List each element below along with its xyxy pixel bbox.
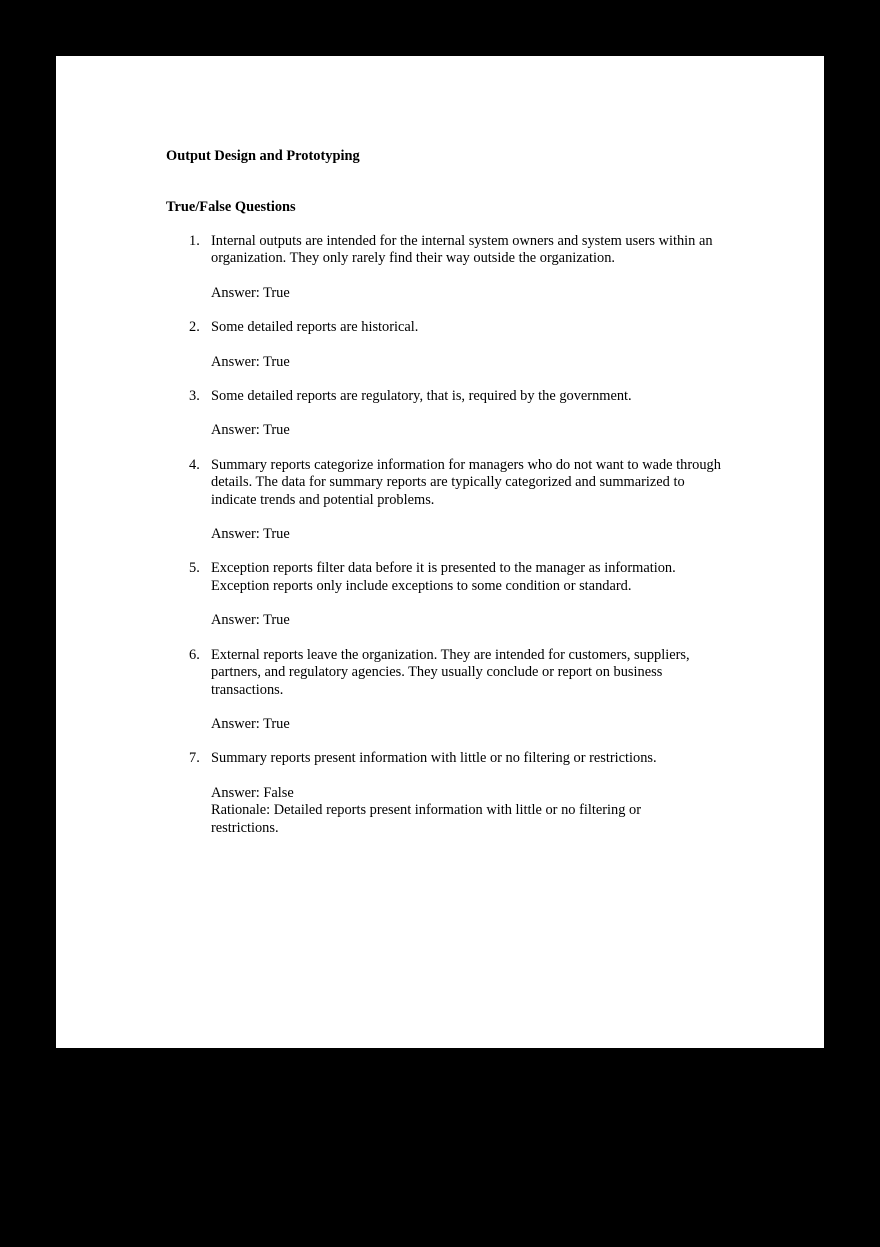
question-item-7 (166, 750, 726, 837)
question-number: 7. (189, 750, 200, 767)
question-item-1 (166, 233, 726, 302)
question-number: 3. (189, 388, 200, 405)
document-page (56, 56, 824, 1048)
question-item-3 (166, 388, 726, 440)
question-number: 4. (189, 456, 200, 473)
question-text: Summary reports present information with little or no filtering or restrictions. (211, 750, 657, 767)
question-answer: Answer: True (211, 715, 290, 732)
section-title: True/False Questions (166, 199, 296, 215)
question-answer: Answer: False (211, 784, 294, 801)
question-list (166, 233, 726, 837)
question-number: 5. (189, 560, 200, 577)
question-answer: Answer: True (211, 612, 290, 629)
question-text: Internal outputs are intended for the internal system owners and system users within an organization. They only rarely find their way outside the organization. (211, 233, 713, 267)
question-item-4 (166, 457, 726, 544)
question-answer: Answer: True (211, 284, 290, 301)
question-text: External reports leave the organization. They are intended for customers, suppliers, partners, and regulatory agencies. They usually conclude or report on business transactions. (211, 646, 690, 698)
question-number: 2. (189, 319, 200, 336)
question-text: Some detailed reports are historical. (211, 319, 419, 336)
question-number: 6. (189, 646, 200, 663)
question-text: Exception reports filter data before it is presented to the manager as information. Exception reports only include exceptions to some condition or standard. (211, 560, 676, 594)
question-text: Summary reports categorize information for managers who do not want to wade through details. The data for summary reports are typically categorized and summarized to indicate trends and potential problems. (211, 456, 721, 508)
question-rationale: Rationale: Detailed reports present information with little or no filtering or restrictions. (211, 802, 642, 836)
question-number: 1. (189, 233, 200, 249)
question-answer: Answer: True (211, 526, 290, 543)
question-item-2 (166, 319, 726, 371)
question-answer: Answer: True (211, 353, 290, 370)
question-answer: Answer: True (211, 422, 290, 439)
document-title: Output Design and Prototyping (166, 148, 360, 164)
question-text: Some detailed reports are regulatory, that is, required by the government. (211, 388, 632, 405)
page-content (166, 148, 726, 854)
question-item-6 (166, 647, 726, 734)
question-item-5 (166, 560, 726, 629)
